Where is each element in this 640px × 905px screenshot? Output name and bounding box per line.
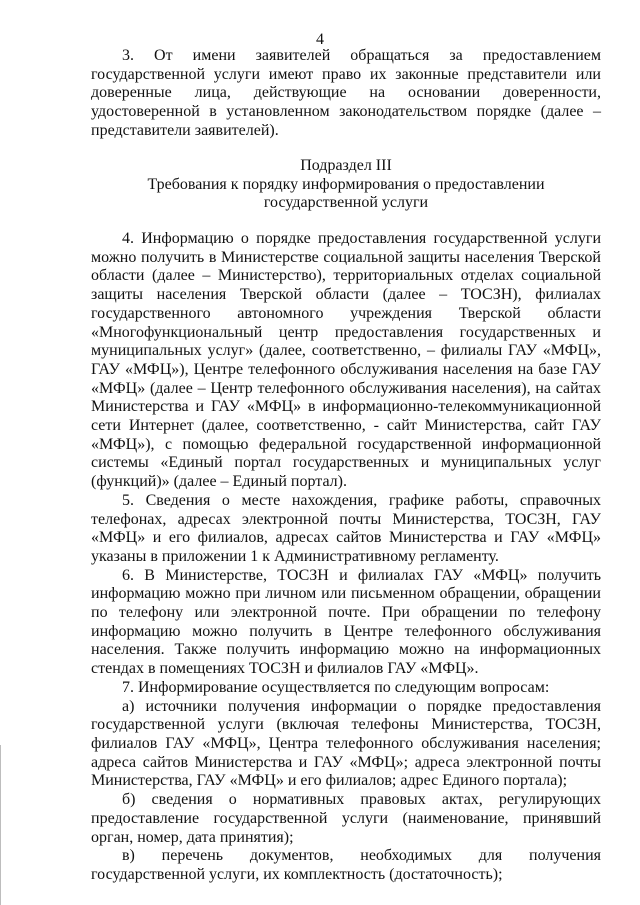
- scan-edge-mark: [0, 745, 5, 905]
- list-item-b: б) сведения о нормативных правовых актах, регулирующих предоставление государственной услуги (наименование, принявший орган, номер, дата принятия);: [91, 791, 601, 846]
- paragraph-6: 6. В Министерстве, ТОСЗН и филиалах ГАУ «МФЦ» получить информацию можно при личном или письменном обращении, обращении по телефону или электронной почте. При обращении по телефону информацию можно получить в Центре телефонного обслуживания населения. Также получить информацию можно на информационных стендах в помещениях ТОСЗН и филиалов ГАУ «МФЦ».: [91, 566, 601, 678]
- page-number: 4: [316, 31, 324, 48]
- paragraph-4: 4. Информацию о порядке предоставления государственной услуги можно получить в Министерстве социальной защиты населения Тверской области (далее – Министерство), территориальных отделах социальной защиты населения Тверской области (далее – ТОСЗН), филиалах государственного автономного учреждения Тверской области «Многофункциональный центр предоставления государственных и муниципальных услуг» (далее, соответственно, – филиалы ГАУ «МФЦ», ГАУ «МФЦ»), Центре телефонного обслуживания населения на базе ГАУ «МФЦ» (далее – Центр телефонного обслуживания населения), на сайтах Министерства и ГАУ «МФЦ» в информационно-телекоммуникационной сети Интернет (далее, соответственно, - сайт Министерства, сайт ГАУ «МФЦ»), с помощью федеральной государственной информационной системы «Единый портал государственных и муниципальных услуг (функций)» (далее – Единый портал).: [91, 230, 601, 491]
- subsection-label: Подраздел III: [300, 157, 392, 174]
- paragraph-representatives: [91, 47, 601, 141]
- body-text: [91, 230, 601, 885]
- subsection-title-line-2: государственной услуги: [263, 194, 429, 212]
- paragraph-7: 7. Информирование осуществляется по следующим вопросам:: [122, 678, 550, 696]
- subsection-heading: [91, 157, 601, 213]
- list-item-v: в) перечень документов, необходимых для получения государственной услуги, их комплектность (достаточность);: [91, 847, 601, 883]
- list-item-a: а) источники получения информации о порядке предоставления государственной услуги (включая телефоны Министерства, ТОСЗН, филиалов ГАУ «МФЦ», Центра телефонного обслуживания населения; адреса сайтов Министерства и ГАУ «МФЦ»; адреса электронной почты Министерства, ГАУ «МФЦ» и его филиалов; адрес Единого портала);: [91, 697, 601, 790]
- paragraph-5: 5. Сведения о месте нахождения, графике работы, справочных телефонах, адресах электронной почты Министерства, ТОСЗН, ГАУ «МФЦ» и его филиалов, адресах сайтов Министерства и ГАУ «МФЦ» указаны в приложении 1 к Административному регламенту.: [91, 491, 601, 565]
- paragraph-3: 3. От имени заявителей обращаться за предоставлением государственной услуги имеют право их законные представители или доверенные лица, действующие на основании доверенности, удостоверенной в установленном законодательством порядке (далее – представители заявителей).: [91, 47, 601, 139]
- subsection-title-line-1: Требования к порядку информирования о предоставлении: [147, 175, 545, 193]
